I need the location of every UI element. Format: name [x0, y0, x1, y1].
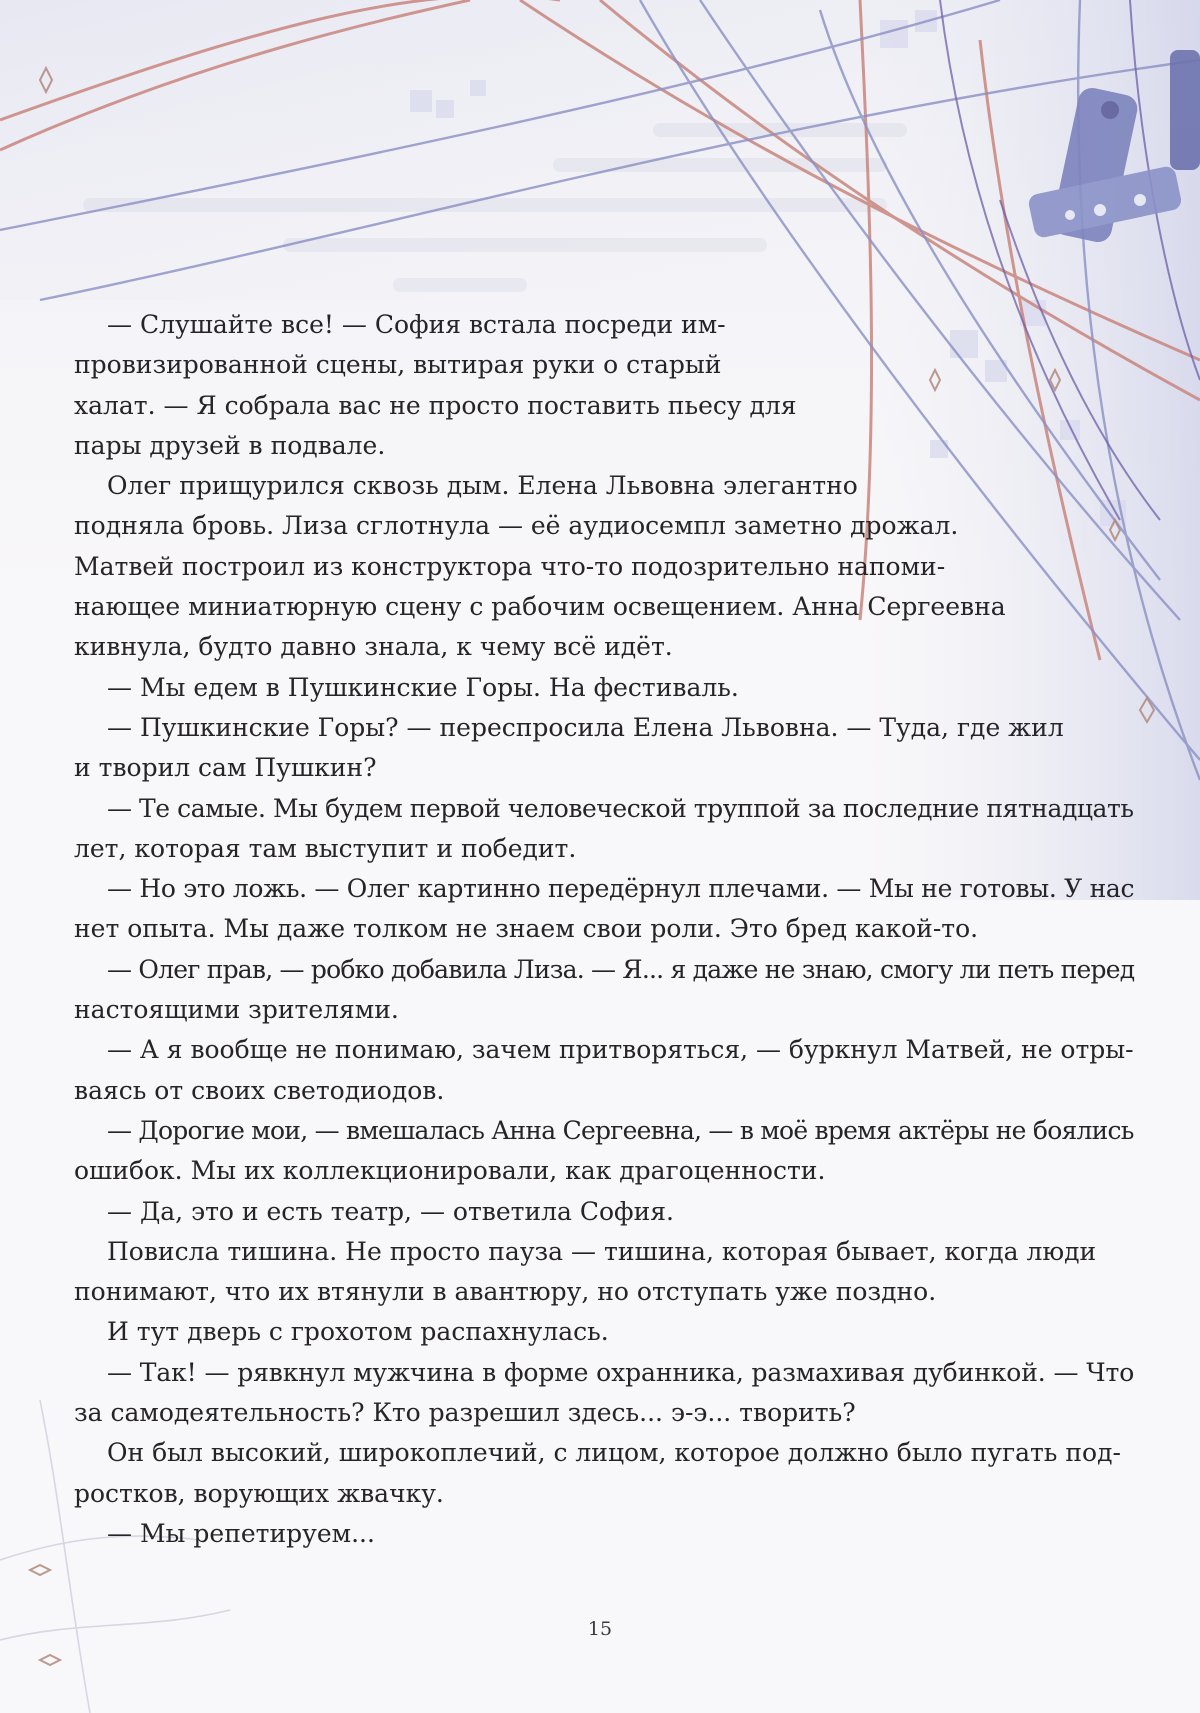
text-line: И тут дверь с грохотом распахнулась.	[107, 1317, 609, 1347]
text-line: Матвей построил из конструктора что-то подозрительно напоми-	[74, 551, 946, 581]
text-line: нет опыта. Мы даже толком не знаем свои роли. Это бред какой-то.	[74, 914, 979, 944]
text-line: — Дорогие мои, — вмешалась Анна Сергеевна, — в моё время актёры не боялись	[107, 1115, 1134, 1145]
text-line: — Так! — рявкнул мужчина в форме охранника, размахивая дубинкой. — Что	[107, 1357, 1135, 1387]
text-line: — Те самые. Мы будем первой человеческой труппой за последние пятнадцать	[107, 793, 1134, 823]
text-line: — Да, это и есть театр, — ответила София.	[107, 1196, 675, 1226]
text-line: Повисла тишина. Не просто пауза — тишина, которая бывает, когда люди	[107, 1236, 1097, 1266]
text-line: ростков, ворующих жвачку.	[74, 1478, 444, 1508]
page-number: 15	[587, 1618, 613, 1640]
text-line: нающее миниатюрную сцену с рабочим освещением. Анна Сергеевна	[74, 592, 1006, 622]
text-line: настоящими зрителями.	[74, 995, 399, 1025]
text-line: и творил сам Пушкин?	[74, 753, 377, 783]
text-line: — Но это ложь. — Олег картинно передёрнул плечами. — Мы не готовы. У нас	[107, 874, 1135, 904]
text-line: подняла бровь. Лиза сглотнула — её аудиосемпл заметно дрожал.	[74, 511, 959, 541]
text-line: пары друзей в подвале.	[74, 430, 386, 460]
text-line: — Слушайте все! — София встала посреди им-	[107, 310, 726, 339]
text-line: — Пушкинские Горы? — переспросила Елена Львовна. — Туда, где жил	[107, 712, 1064, 742]
text-line: ваясь от своих светодиодов.	[74, 1075, 445, 1105]
text-line: понимают, что их втянули в авантюру, но отступать уже поздно.	[74, 1277, 937, 1307]
text-line: ошибок. Мы их коллекционировали, как драгоценности.	[74, 1156, 826, 1186]
text-line: кивнула, будто давно знала, к чему всё идёт.	[74, 632, 673, 662]
text-line: — А я вообще не понимаю, зачем притворяться, — буркнул Матвей, не отры-	[107, 1035, 1134, 1065]
text-line: халат. — Я собрала вас не просто поставить пьесу для	[74, 390, 797, 420]
text-line: провизированной сцены, вытирая руки о старый	[74, 350, 722, 380]
text-line: — Мы едем в Пушкинские Горы. На фестиваль.	[107, 672, 739, 702]
text-line: за самодеятельность? Кто разрешил здесь... э-э... творить?	[74, 1398, 856, 1428]
text-line: Олег прищурился сквозь дым. Елена Львовна элегантно	[107, 471, 858, 501]
body-text	[74, 305, 1134, 1554]
text-line: — Мы репетируем...	[107, 1518, 375, 1548]
text-line: — Олег прав, — робко добавила Лиза. — Я... я даже не знаю, смогу ли петь перед	[107, 954, 1135, 984]
text-line: лет, которая там выступит и победит.	[74, 833, 577, 863]
text-line: Он был высокий, широкоплечий, с лицом, которое должно было пугать под-	[107, 1438, 1121, 1468]
